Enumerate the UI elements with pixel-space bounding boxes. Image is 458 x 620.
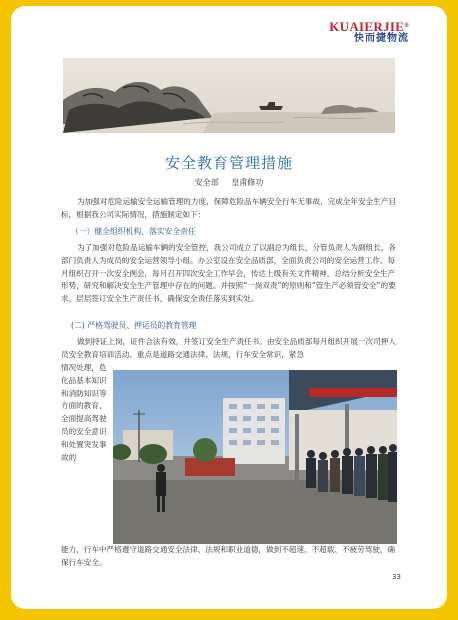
- intro-paragraph: 为加强对危险运输安全运输管理的力度，保障危险品车辆安全行车无事故，完成全年安全生产目标，根据我公司实际情况，措施制定如下：: [61, 197, 396, 219]
- byline: [11, 177, 447, 188]
- logo-chinese: 快而捷物流: [354, 33, 409, 44]
- safety-training-photo: [113, 370, 397, 544]
- page-number: 33: [392, 573, 401, 581]
- magazine-page: [11, 6, 447, 609]
- author-name: 皇甫修功: [231, 178, 264, 187]
- section-2-paragraph-end: 能力，行车中严格遵守道路交通安全法律、法规和职业道德，做到不超速、不超载、不疲劳驾驶，确保行车安全。: [61, 545, 396, 567]
- section-2-paragraph-wrap: 情况处理，危化品基本知识和消防知识等方面的教育，全面提高驾驶员的安全意识和处置突发事故的: [61, 363, 107, 462]
- logo-english: KUAIERJIE: [329, 19, 405, 34]
- department-label: 安全部: [194, 178, 219, 187]
- logo-registered-mark: ®: [404, 23, 409, 29]
- section-2-heading: (二) 严格驾驶员、押运员的教育管理: [71, 321, 197, 330]
- article-title: 安全教育管理措施: [164, 154, 293, 172]
- section-1-heading: （一）健全组织机构、落实安全责任: [71, 227, 196, 236]
- ink-landscape-banner: [63, 58, 395, 133]
- company-logo: [329, 20, 409, 45]
- section-2-paragraph-top: 做到持证上岗，证件合法有效，并签订安全生产责任书。由安全品质部每月组织开展一次司押人员安全教育培训活动。重点是道路交通法律、法规，行车安全常识，紧急: [61, 337, 396, 359]
- section-1-paragraph: 为了加强对危险品运输车辆的安全管控，我公司成立了以副总为组长，分管负责人为副组长，各部门负责人为成员的安全运营领导小组。办公室设在安全品质部，全面负责公司的安全运营工作。每月组织召开一次安全例会，每月召开四次安全工作早会，传达上级有关文件精神，总结分析安全生产形势，研究和解决安全生产管理中存在的问题。并按照“一岗双责”的原则和“管生产必须管安全”的要求，层层签订安全生产责任书，确保安全责任落实到实处。: [61, 243, 396, 304]
